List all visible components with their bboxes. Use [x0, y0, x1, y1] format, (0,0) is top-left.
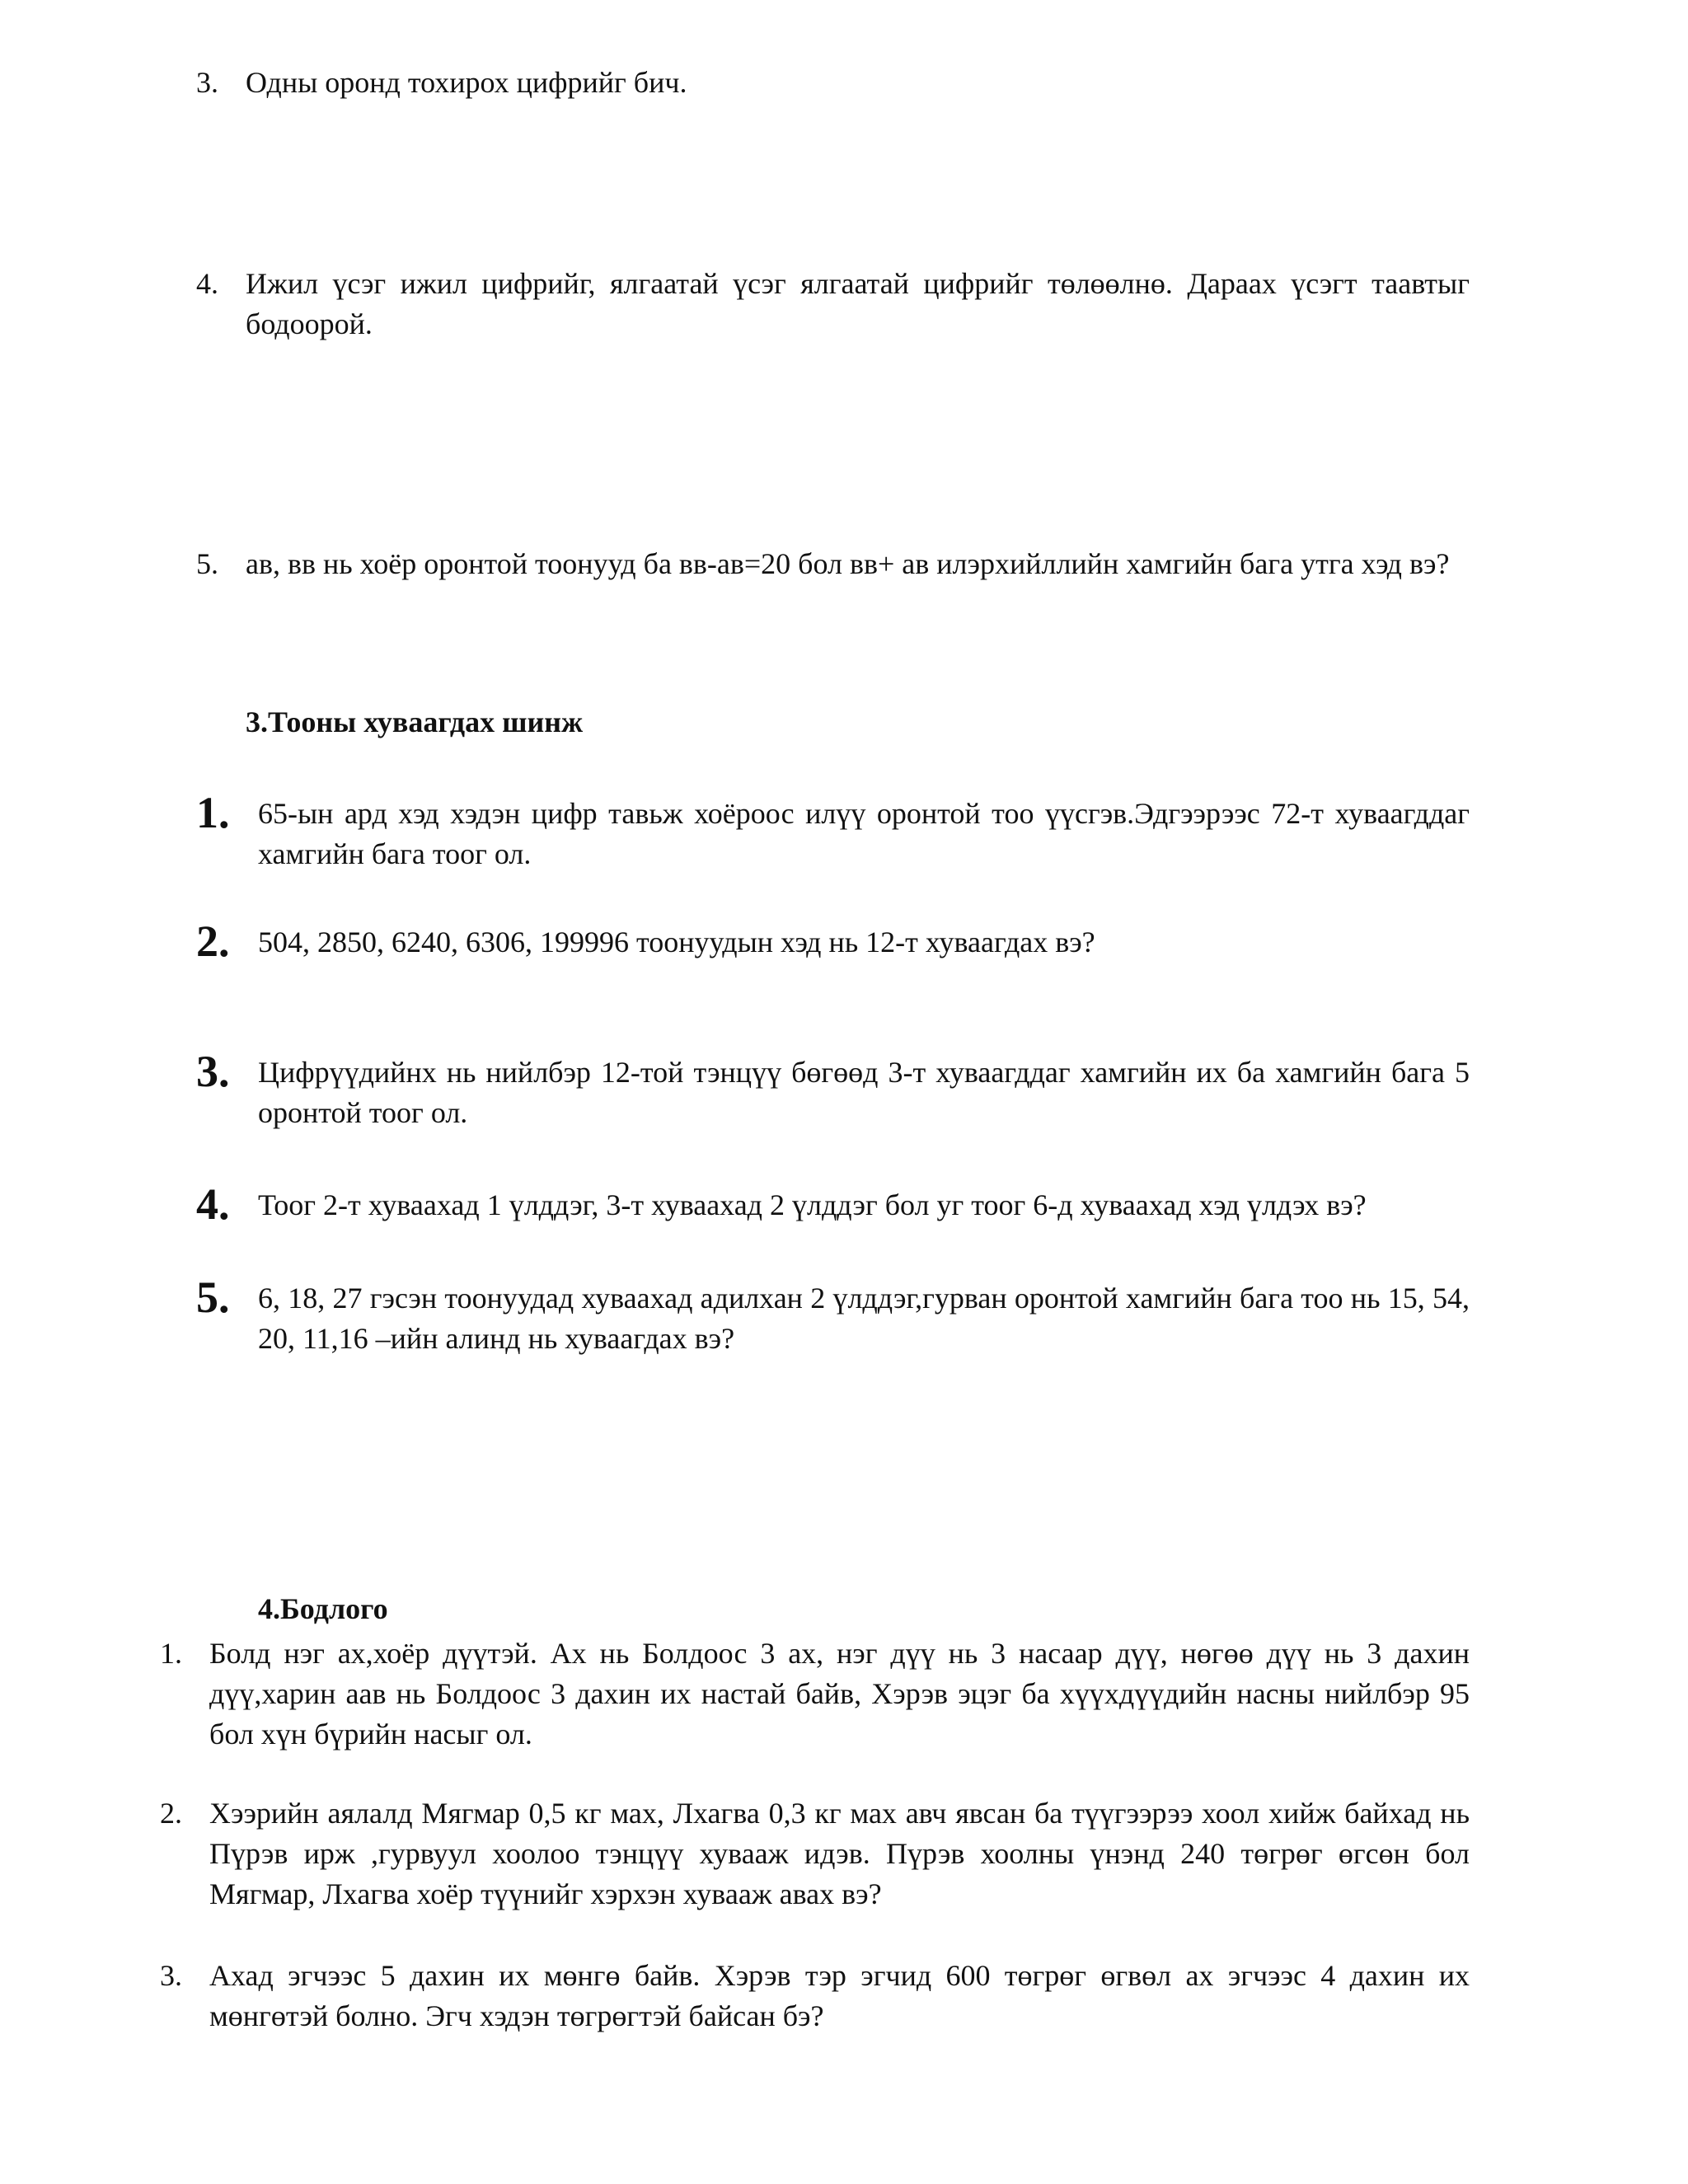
problem-text-line: Болд нэг ах,хоёр дүүтэй. Ах нь Болдоос 3 ах, нэг дүү нь 3 насаар дүү, нөгөө дүү нь 3 дахин дүү,харин аав нь Болдоос 3 дахин их настай байв, Хэрэв эцэг ба хүүхдүүдийн насны нийлбэр 95 бол хүн бүрийн насыг ол. — [209, 1637, 1470, 1750]
problem-text-line: Тоог 2-т хуваахад 1 үлддэг, 3-т хуваахад 2 үлддэг бол уг тоог 6-д хуваахад хэд үлдэх вэ? — [258, 1188, 1367, 1221]
section-heading: 4.Бодлого — [258, 1592, 388, 1625]
problem-text — [258, 922, 1470, 963]
item-number: 1. — [160, 1637, 182, 1670]
problem-text-line: Ахад эгчээс 5 дахин их мөнгө байв. Хэрэв тэр эгчид 600 төгрөг өгвөл ах эгчээс 4 дахин их мөнгөтэй болно. Эгч хэдэн төгрөгтэй байсан бэ? — [209, 1959, 1470, 2032]
problem-text — [209, 1633, 1470, 1755]
item-number: 5. — [196, 547, 218, 580]
problem-text-line: 6, 18, 27 гэсэн тоонуудад хуваахад адилхан 2 үлддэг,гурван оронтой хамгийн бага тоо нь 15, 54, 20, 11,16 –ийн алинд нь хуваагдах вэ? — [258, 1282, 1470, 1355]
problem-text — [258, 794, 1470, 874]
item-number: 3. — [196, 66, 218, 99]
problem-text — [258, 1278, 1470, 1359]
item-number: 4. — [196, 1179, 230, 1229]
item-number: 5. — [196, 1272, 230, 1322]
item-number: 2. — [160, 1797, 182, 1830]
problem-text — [209, 1956, 1470, 2036]
section-heading: 3.Тооны хуваагдах шинж — [246, 705, 584, 738]
problem-text — [246, 264, 1470, 344]
item-number: 3. — [160, 1959, 182, 1992]
problem-text-line: Хээрийн аялалд Мягмар 0,5 кг мах, Лхагва 0,3 кг мах авч явсан ба түүгээрээ хоол хийж байхад нь Пүрэв ирж ,гурвуул хоолоо тэнцүү хувааж идэв. Пүрэв хоолны үнэнд 240 төгрөг өгсөн бол Мягмар, Лхагва хоёр түүнийг хэрхэн хувааж авах вэ? — [209, 1797, 1470, 1910]
problem-text-line: Ижил үсэг ижил цифрийг, ялгаатай үсэг ялгаатай цифрийг төлөөлнө. Дараах үсэгт таавтыг бодоорой. — [246, 267, 1470, 340]
problem-text — [209, 1793, 1470, 1915]
item-number: 4. — [196, 267, 218, 300]
problem-text-line: Цифрүүдийнх нь нийлбэр 12-той тэнцүү бөгөөд 3-т хуваагддаг хамгийн их ба хамгийн бага 5 оронтой тоог ол. — [258, 1056, 1470, 1129]
item-number: 2. — [196, 916, 230, 966]
problem-text — [258, 1052, 1470, 1133]
problem-text — [246, 544, 1470, 584]
problem-text-line: Одны оронд тохирох цифрийг бич. — [246, 66, 687, 99]
item-number: 1. — [196, 788, 230, 837]
item-number: 3. — [196, 1047, 230, 1096]
problem-text-line: 504, 2850, 6240, 6306, 199996 тоонуудын хэд нь 12-т хуваагдах вэ? — [258, 926, 1095, 958]
problem-text — [246, 63, 1470, 103]
problem-text-line: ав, вв нь хоёр оронтой тоонууд ба вв-ав=20 бол вв+ ав илэрхийллийн хамгийн бага утга хэд вэ? — [246, 547, 1450, 580]
problem-text — [258, 1185, 1470, 1226]
problem-text-line: 65-ын ард хэд хэдэн цифр тавьж хоёроос илүү оронтой тоо үүсгэв.Эдгээрээс 72-т хуваагддаг хамгийн бага тоог ол. — [258, 797, 1470, 870]
